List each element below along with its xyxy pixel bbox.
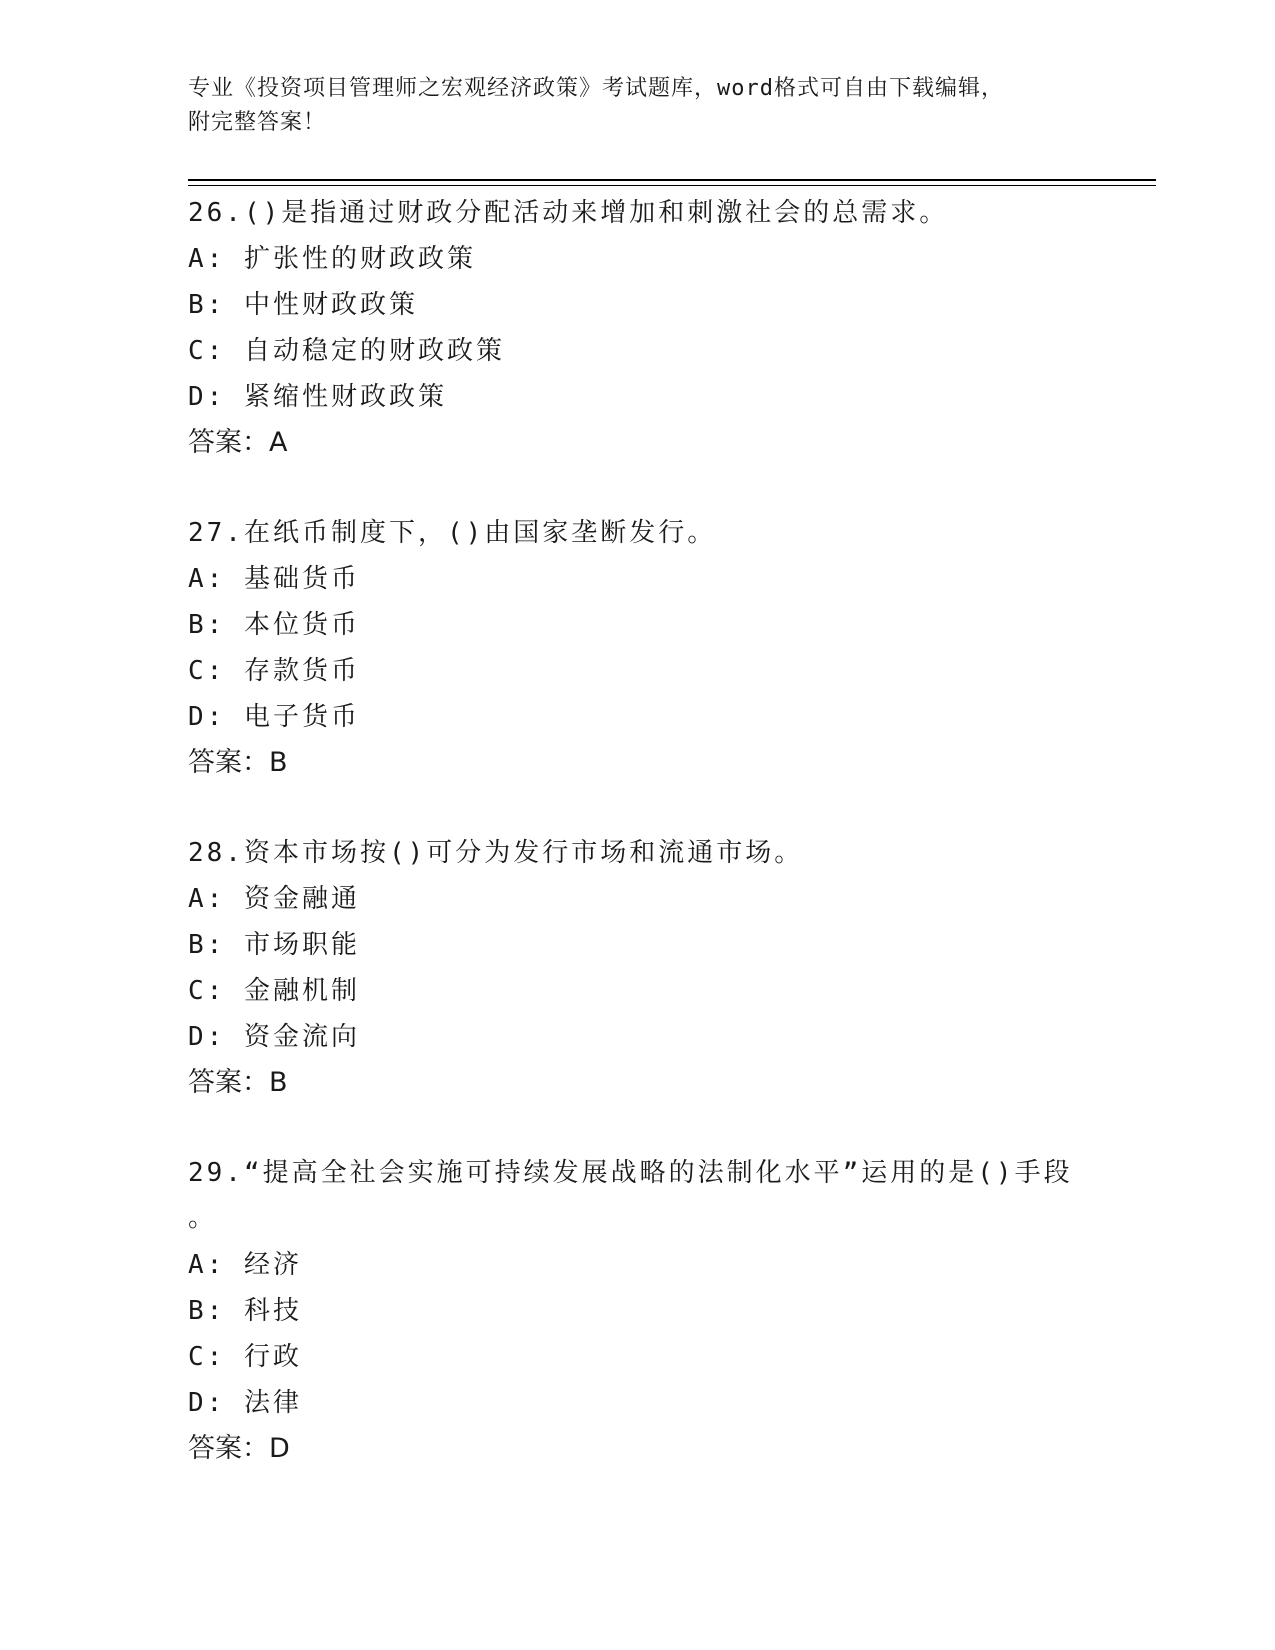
option-c: C: 自动稳定的财政政策 — [188, 336, 505, 366]
question-stem-continuation: 。 — [188, 1203, 215, 1233]
option-b: B: 市场职能 — [188, 930, 360, 960]
question-27 — [188, 510, 1088, 786]
answer-label: 答案：D — [188, 1433, 290, 1464]
option-b: B: 本位货币 — [188, 610, 360, 640]
option-c: C: 存款货币 — [188, 656, 360, 686]
option-d: D: 法律 — [188, 1388, 302, 1418]
option-a: A: 资金融通 — [188, 884, 360, 914]
option-d: D: 电子货币 — [188, 702, 360, 732]
option-d: D: 紧缩性财政政策 — [188, 382, 447, 412]
header-line-2: 附完整答案！ — [188, 110, 327, 135]
document-header — [188, 72, 1068, 140]
option-c: C: 行政 — [188, 1342, 302, 1372]
question-stem: 28.资本市场按()可分为发行市场和流通市场。 — [188, 838, 804, 868]
option-a: A: 基础货币 — [188, 564, 360, 594]
question-26 — [188, 190, 1088, 466]
answer-label: 答案：B — [188, 747, 288, 778]
header-divider-thick — [188, 179, 1156, 181]
question-stem: 27.在纸币制度下，()由国家垄断发行。 — [188, 518, 717, 548]
answer-label: 答案：B — [188, 1067, 288, 1098]
option-c: C: 金融机制 — [188, 976, 360, 1006]
header-divider-thin — [188, 185, 1156, 186]
question-list — [188, 190, 1088, 1516]
header-line-1: 专业《投资项目管理师之宏观经济政策》考试题库，word格式可自由下载编辑， — [188, 76, 1004, 101]
question-stem: 29.“提高全社会实施可持续发展战略的法制化水平”运用的是()手段 — [188, 1158, 1073, 1188]
option-a: A: 经济 — [188, 1250, 302, 1280]
option-a: A: 扩张性的财政政策 — [188, 244, 476, 274]
option-b: B: 中性财政政策 — [188, 290, 418, 320]
question-29 — [188, 1150, 1088, 1472]
option-d: D: 资金流向 — [188, 1022, 360, 1052]
option-b: B: 科技 — [188, 1296, 302, 1326]
answer-label: 答案：A — [188, 427, 288, 458]
question-28 — [188, 830, 1088, 1106]
question-stem: 26.()是指通过财政分配活动来增加和刺激社会的总需求。 — [188, 198, 949, 228]
